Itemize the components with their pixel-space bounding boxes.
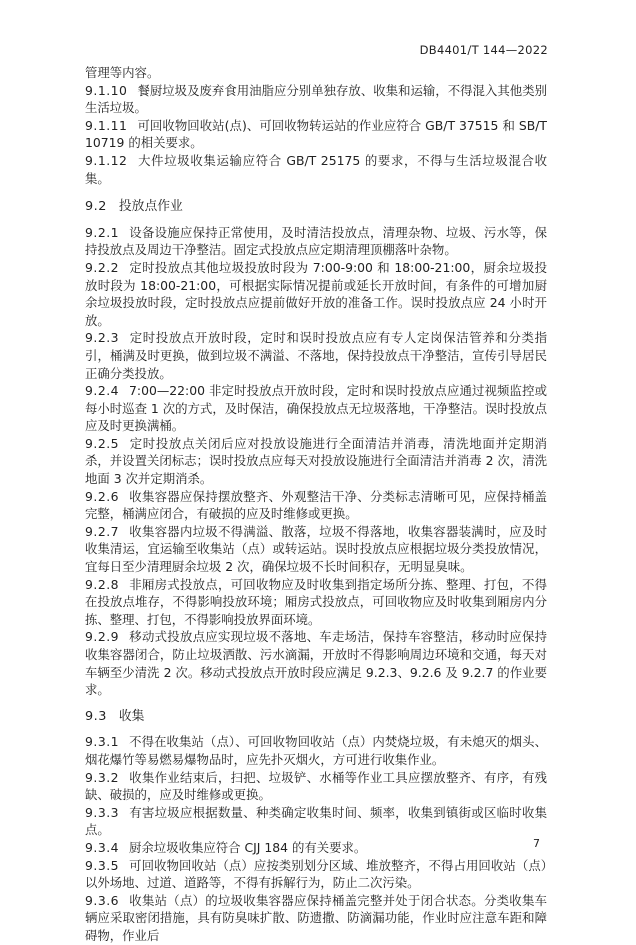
clause-text: 厨余垃圾收集应符合 CJJ 184 的有关要求。: [129, 839, 367, 855]
clause-number: 9.2.4: [85, 383, 120, 399]
clause-text: 定时投放点开放时段，定时和误时投放点应有专人定岗保洁管养和分类指引，桶满及时更换，做到垃圾不满溢、不落地，保持投放点干净整洁，宣传引导居民正确分类投放。: [85, 330, 547, 381]
clause-number: 9.3.1: [85, 734, 120, 750]
clause-number: 9.2.3: [85, 330, 120, 346]
clause-text: 大件垃圾收集运输应符合 GB/T 25175 的要求，不得与生活垃圾混合收集。: [85, 152, 547, 186]
clause-text: 收集站（点）的垃圾收集容器应保持桶盖完整并处于闭合状态。分类收集车辆应采取密闭措施，具有防臭味扩散、防遗撒、防滴漏功能，作业时应注意车距和障碍物，作业后: [85, 892, 547, 943]
section-number: 9.2: [85, 199, 107, 215]
page-number: 7: [533, 837, 540, 850]
section-title: 投放点作业: [118, 199, 183, 215]
clause-number: 9.1.11: [85, 117, 128, 133]
section-number: 9.3: [85, 708, 107, 724]
clause-text: 定时投放点关闭后应对投放设施进行全面清洁并消毒，清洗地面并定期消杀，并设置关闭标志；误时投放点应每天对投放设施进行全面清洁并消毒 2 次，清洗地面 3 次并定期消杀。: [85, 435, 547, 487]
clause-paragraph: [85, 152, 547, 187]
clause-number: 9.1.12: [85, 152, 128, 168]
clause-number: 9.3.4: [85, 839, 120, 855]
clause-text: 收集容器应保持摆放整齐、外观整洁干净、分类标志清晰可见，应保持桶盖完整，桶满应闭合，有破损的应及时维修或更换。: [85, 488, 547, 522]
clause-paragraph: [85, 329, 547, 382]
clause-text: 不得在收集站（点）、可回收物回收站（点）内焚烧垃圾，有未熄灭的烟头、烟花爆竹等易燃易爆物品时，应先扑灭烟火，方可进行收集作业。: [85, 734, 547, 767]
document-body: [85, 64, 547, 945]
clause-paragraph: [85, 733, 547, 768]
clause-paragraph: [85, 224, 547, 259]
clause-number: 9.3.6: [85, 892, 120, 908]
clause-text: 非厢房式投放点，可回收物应及时收集到指定场所分拣、整理、打包，不得在投放点堆存，不得影响投放环境；厢房式投放点，可回收物应及时收集到厢房内分拣、整理、打包，不得影响投放界面环境。: [85, 576, 547, 627]
clause-text: 移动式投放点应实现垃圾不落地、车走场洁，保持车容整洁，移动时应保持收集容器闭合，防止垃圾洒散、污水滴漏，开放时不得影响周边环境和交通，每天对车辆至少清洗 2 次。移动式投放点开放时段应满足 9.2.3、9.2.6 及 9.2.7 的作业要求。: [85, 629, 547, 698]
clause-number: 9.3.2: [85, 769, 120, 785]
section-9-2-items: [85, 224, 547, 699]
clause-number: 9.1.10: [85, 82, 128, 98]
clause-paragraph: [85, 259, 547, 329]
continued-paragraph: 管理等内容。: [85, 65, 160, 80]
clause-paragraph: [85, 839, 547, 857]
section-9-3-items: [85, 733, 547, 944]
clause-number: 9.3.3: [85, 804, 120, 820]
clause-text: 收集作业结束后，扫把、垃圾铲、水桶等作业工具应摆放整齐、有序，有残缺、破损的，应及时维修或更换。: [85, 769, 547, 803]
clause-number: 9.2.2: [85, 259, 120, 275]
clause-text: 收集容器内垃圾不得满溢、散落，垃圾不得落地，收集容器装满时，应及时收集清运，宜运输至收集站（点）或转运站。误时投放点应根据垃圾分类投放情况，宜每日至少清理厨余垃圾 2 次，确保垃圾不长时间积存，无明显臭味。: [85, 523, 547, 575]
clause-number: 9.2.5: [85, 435, 120, 451]
clause-number: 9.2.7: [85, 523, 120, 539]
section-title: 收集: [118, 708, 145, 724]
clause-paragraph: [85, 628, 547, 698]
section-heading-9-2: [85, 198, 547, 216]
section-heading-9-3: [85, 708, 547, 726]
clause-number: 9.2.1: [85, 224, 120, 240]
clause-number: 9.2.9: [85, 629, 120, 645]
clause-number: 9.2.6: [85, 488, 120, 504]
clause-paragraph: [85, 804, 547, 839]
clause-paragraph: [85, 382, 547, 435]
clause-paragraph: [85, 523, 547, 576]
clause-paragraph: [85, 488, 547, 523]
clause-paragraph: [85, 435, 547, 488]
clause-text: 设备设施应保持正常使用，及时清洁投放点，清理杂物、垃圾、污水等，保持投放点及周边干净整洁。固定式投放点应定期清理顶棚落叶杂物。: [85, 224, 547, 258]
clause-text: 可回收物回收站（点）应按类别划分区域、堆放整齐，不得占用回收站（点）以外场地、过道、道路等，不得有拆解行为，防止二次污染。: [85, 857, 547, 891]
section-9-1-items: [85, 82, 547, 188]
clause-paragraph: [85, 82, 547, 117]
document-code-header: DB4401/T 144—2022: [419, 43, 548, 57]
clause-text: 可回收物回收站(点)、可回收物转运站的作业应符合 GB/T 37515 和 SB/T 10719 的相关要求。: [85, 117, 547, 151]
clause-text: 有害垃圾应根据数量、种类确定收集时间、频率，收集到镇街或区临时收集点。: [85, 804, 547, 838]
clause-paragraph: [85, 576, 547, 629]
clause-paragraph: [85, 769, 547, 804]
clause-text: 定时投放点其他垃圾投放时段为 7:00-9:00 和 18:00-21:00，厨余垃圾投放时段为 18:00-21:00，可根据实际情况提前或延长开放时间，有条件的可增加厨余垃圾投放时段，定时投放点应提前做好开放的准备工作。误时投放点应 24 小时开放。: [85, 259, 547, 328]
clause-text: 7:00—22:00 非定时投放点开放时段，定时和误时投放点应通过视频监控或每小时巡查 1 次的方式，及时保洁，确保投放点无垃圾落地，干净整洁。误时投放点应及时更换满桶。: [85, 383, 547, 434]
clause-number: 9.3.5: [85, 857, 120, 873]
clause-paragraph: [85, 857, 547, 892]
clause-number: 9.2.8: [85, 576, 120, 592]
clause-paragraph: [85, 117, 547, 152]
clause-text: 餐厨垃圾及废弃食用油脂应分别单独存放、收集和运输，不得混入其他类别生活垃圾。: [85, 82, 547, 116]
